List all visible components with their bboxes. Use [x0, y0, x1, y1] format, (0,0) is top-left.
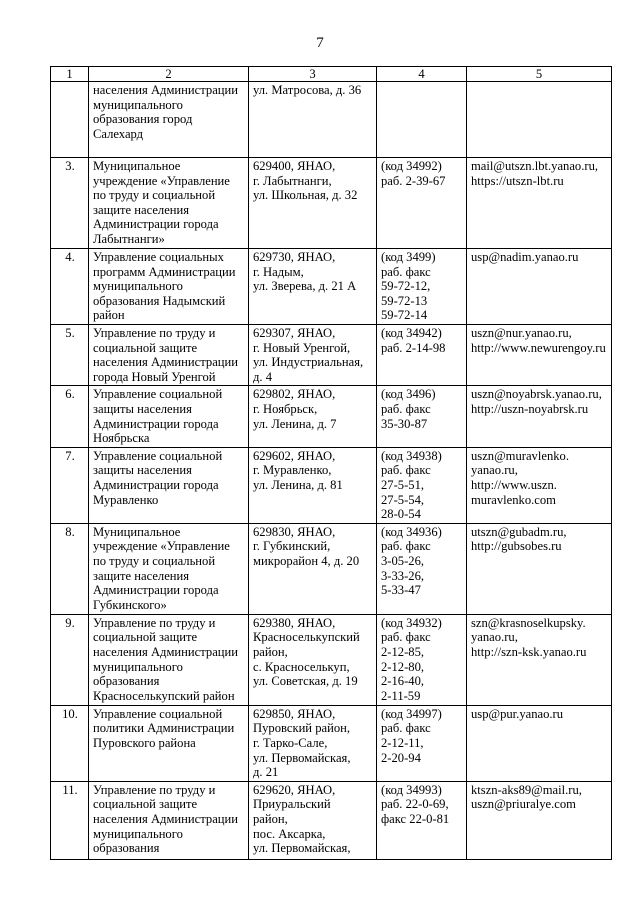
address: 629620, ЯНАО, Приуральский район, пос. Аксарка, ул. Первомайская, [249, 781, 377, 859]
table-row [51, 614, 612, 705]
email-site: usp@pur.yanao.ru [467, 705, 612, 781]
phone: (код 34992) раб. 2-39-67 [377, 158, 467, 249]
row-number: 3. [51, 158, 89, 249]
organization-name: населения Администрации муниципального образования город Салехард [89, 82, 249, 158]
table-row [51, 158, 612, 249]
phone [377, 82, 467, 158]
email-site: utszn@gubadm.ru, http://gubsobes.ru [467, 523, 612, 614]
phone: (код 34936) раб. факс 3-05-26, 3-33-26, 5-33-47 [377, 523, 467, 614]
table-row [51, 705, 612, 781]
email-site: uszn@noyabrsk.yanao.ru, http://uszn-noyabrsk.ru [467, 386, 612, 447]
organization-name: Управление социальных программ Администрации муниципального образования Надымский район [89, 249, 249, 325]
organization-name: Муниципальное учреждение «Управление по труду и социальной защите населения Администрации города Лабытнанги» [89, 158, 249, 249]
header-cell-email: 5 [467, 67, 612, 82]
page-number: 7 [316, 35, 324, 51]
phone: (код 34993) раб. 22-0-69, факс 22-0-81 [377, 781, 467, 859]
phone: (код 34938) раб. факс 27-5-51, 27-5-54, 28-0-54 [377, 447, 467, 523]
address: 629400, ЯНАО, г. Лабытнанги, ул. Школьная, д. 32 [249, 158, 377, 249]
email-site: mail@utszn.lbt.yanao.ru, https://utszn-lbt.ru [467, 158, 612, 249]
email-site: usp@nadim.yanao.ru [467, 249, 612, 325]
organization-name: Управление по труду и социальной защите населения Администрации муниципального образования [89, 781, 249, 859]
address: 629730, ЯНАО, г. Надым, ул. Зверева, д. 21 А [249, 249, 377, 325]
organization-name: Управление социальной защиты населения Администрации города Муравленко [89, 447, 249, 523]
contacts-table [50, 66, 612, 860]
address: 629830, ЯНАО, г. Губкинский, микрорайон 4, д. 20 [249, 523, 377, 614]
table-row [51, 82, 612, 158]
email-site [467, 82, 612, 158]
row-number [51, 82, 89, 158]
phone: (код 3496) раб. факс 35-30-87 [377, 386, 467, 447]
table-row [51, 325, 612, 386]
row-number: 11. [51, 781, 89, 859]
table-row [51, 386, 612, 447]
email-site: uszn@nur.yanao.ru, http://www.newurengoy.ru [467, 325, 612, 386]
table-row [51, 781, 612, 859]
address: 629850, ЯНАО, Пуровский район, г. Тарко-Сале, ул. Первомайская, д. 21 [249, 705, 377, 781]
address: 629602, ЯНАО, г. Муравленко, ул. Ленина, д. 81 [249, 447, 377, 523]
row-number: 7. [51, 447, 89, 523]
row-number: 10. [51, 705, 89, 781]
table-row [51, 249, 612, 325]
table-row [51, 447, 612, 523]
address: 629307, ЯНАО, г. Новый Уренгой, ул. Индустриальная, д. 4 [249, 325, 377, 386]
phone: (код 34932) раб. факс 2-12-85, 2-12-80, 2-16-40, 2-11-59 [377, 614, 467, 705]
organization-name: Управление по труду и социальной защите населения Администрации муниципального образования Красноселькупский район [89, 614, 249, 705]
phone: (код 34942) раб. 2-14-98 [377, 325, 467, 386]
organization-name: Управление социальной защиты населения Администрации города Ноябрьска [89, 386, 249, 447]
phone: (код 34997) раб. факс 2-12-11, 2-20-94 [377, 705, 467, 781]
header-cell-phone: 4 [377, 67, 467, 82]
organization-name: Муниципальное учреждение «Управление по труду и социальной защите населения Администрации города Губкинского» [89, 523, 249, 614]
row-number: 8. [51, 523, 89, 614]
row-number: 5. [51, 325, 89, 386]
phone: (код 3499) раб. факс 59-72-12, 59-72-13 59-72-14 [377, 249, 467, 325]
email-site: ktszn-aks89@mail.ru, uszn@priuralye.com [467, 781, 612, 859]
organization-name: Управление по труду и социальной защите населения Администрации города Новый Уренгой [89, 325, 249, 386]
header-row [51, 67, 612, 82]
row-number: 9. [51, 614, 89, 705]
row-number: 4. [51, 249, 89, 325]
row-number: 6. [51, 386, 89, 447]
address: ул. Матросова, д. 36 [249, 82, 377, 158]
email-site: uszn@muravlenko. yanao.ru, http://www.uszn. muravlenko.com [467, 447, 612, 523]
address: 629380, ЯНАО, Красноселькупский район, с. Красноселькуп, ул. Советская, д. 19 [249, 614, 377, 705]
table-row [51, 523, 612, 614]
email-site: szn@krasnoselkupsky. yanao.ru, http://szn-ksk.yanao.ru [467, 614, 612, 705]
organization-name: Управление социальной политики Администрации Пуровского района [89, 705, 249, 781]
header-cell-address: 3 [249, 67, 377, 82]
header-cell-num: 1 [51, 67, 89, 82]
header-cell-name: 2 [89, 67, 249, 82]
address: 629802, ЯНАО, г. Ноябрьск, ул. Ленина, д. 7 [249, 386, 377, 447]
